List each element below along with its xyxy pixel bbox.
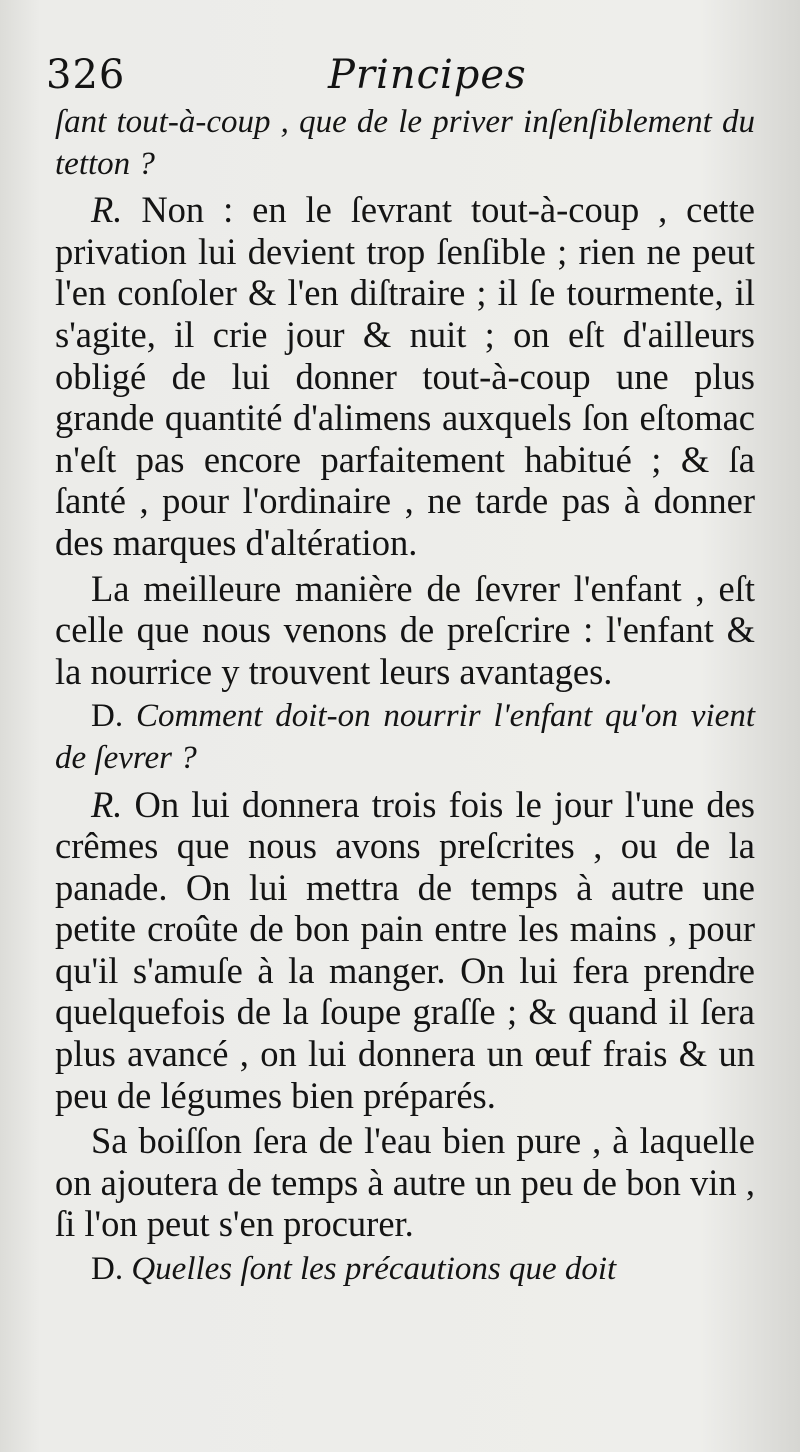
question-paragraph: [55, 696, 755, 779]
running-head: Principes: [328, 52, 527, 98]
paragraph-text: La meilleure manière de ſevrer l'enfant , eſt celle que nous venons de preſcrire : l'enfant & la nourrice y trouvent leurs avantages.: [55, 567, 755, 692]
paragraph-text: Non : en le ſevrant tout-à-coup , cette privation lui devient trop ſenſible ; rien ne peut l'en conſoler & l'en diſtraire ; il ſe tourmente, il s'agite, il crie jour & nuit ; on eſt d'ailleurs obligé de lui donner tout-à-coup une plus grande quantité d'alimens auxquels ſon eſtomac n'eſt pas encore parfaitement habitué ; & ſa ſanté , pour l'ordinaire , ne tarde pas à donner des marques d'altération.: [55, 189, 755, 563]
page-number: 326: [46, 52, 126, 98]
question-marker: D.: [91, 1251, 124, 1288]
paragraph-text: On lui donnera trois fois le jour l'une des crêmes que nous avons preſcrites , ou de la panade. On lui mettra de temps à autre une petite croûte de bon pain entre les mains , pour qu'il s'amuſe à la manger. On lui fera prendre quelquefois de la ſoupe graſſe ; & quand il ſera plus avancé , on lui donnera un œuf frais & un peu de légumes bien préparés.: [55, 783, 756, 1116]
answer-paragraph: [55, 189, 755, 563]
text-paragraph: [55, 1120, 755, 1245]
paragraph-text: ſant tout-à-coup , que de le priver inſenſiblement du tetton ?: [55, 104, 755, 182]
text-paragraph: [55, 568, 755, 693]
answer-marker: R.: [91, 783, 123, 825]
page-header: [46, 52, 756, 102]
answer-paragraph: [55, 784, 755, 1117]
paragraph-text: Quelles ſont les précautions que doit: [131, 1251, 617, 1288]
question-paragraph: [55, 1249, 755, 1291]
paragraph-text: Comment doit-on nourrir l'enfant qu'on vient de ſevrer ?: [55, 698, 756, 776]
answer-marker: R.: [91, 189, 123, 231]
question-continuation: [55, 102, 755, 185]
page-body: [55, 102, 755, 1295]
question-marker: D.: [91, 698, 124, 735]
paragraph-text: Sa boiſſon ſera de l'eau bien pure , à laquelle on ajoutera de temps à autre un peu de bon vin , ſi l'on peut s'en procurer.: [55, 1120, 755, 1245]
